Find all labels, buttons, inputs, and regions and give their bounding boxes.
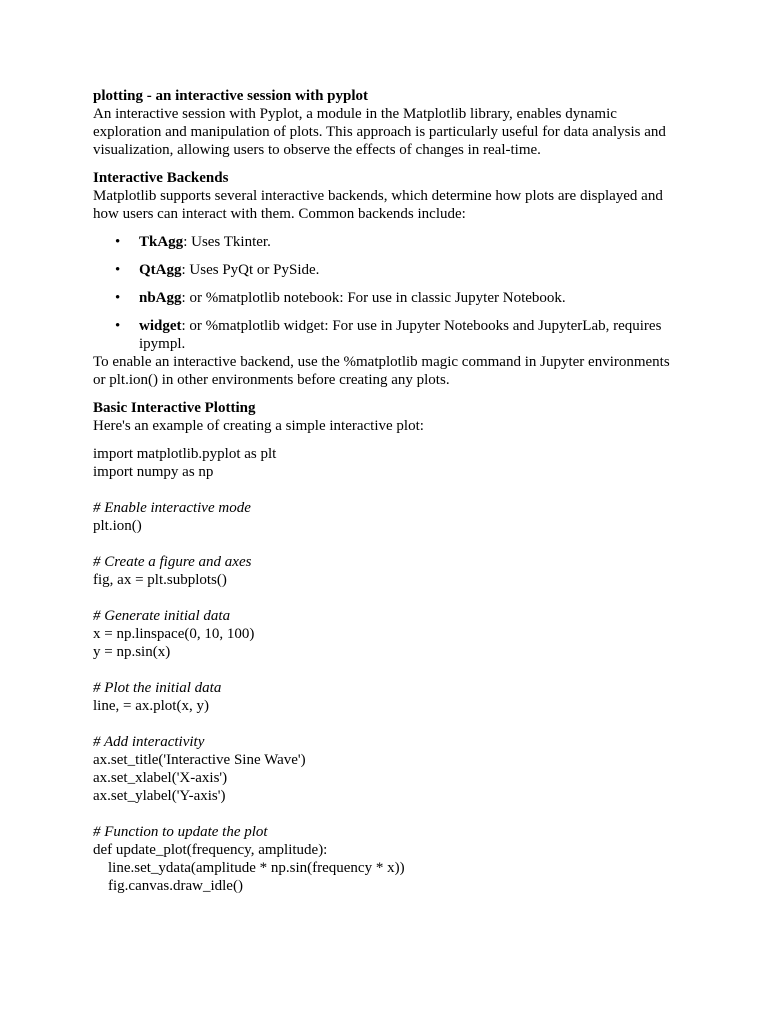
list-item [93, 261, 673, 279]
bullet-icon: • [115, 234, 121, 250]
code-line: def update_plot(frequency, amplitude): [93, 842, 328, 858]
backend-name: nbAgg [139, 290, 182, 306]
backend-description: : or %matplotlib widget: For use in Jupyter Notebooks and JupyterLab, requires ipympl. [139, 318, 662, 352]
backend-description: : Uses PyQt or PySide. [181, 262, 320, 278]
list-item [93, 289, 673, 307]
code-comment: # Enable interactive mode [93, 500, 251, 516]
backends-list [93, 233, 673, 353]
code-blank-line [93, 715, 673, 733]
section-heading-backends: Interactive Backends [93, 170, 229, 186]
code-blank-line [93, 535, 673, 553]
code-line: line.set_ydata(amplitude * np.sin(frequency * x)) [108, 860, 405, 876]
code-line: import matplotlib.pyplot as plt [93, 446, 277, 462]
code-comment: # Add interactivity [93, 734, 205, 750]
code-blank-line [93, 805, 673, 823]
code-comment: # Create a figure and axes [93, 554, 252, 570]
code-line: ax.set_title('Interactive Sine Wave') [93, 752, 306, 768]
example-intro-paragraph: Here's an example of creating a simple interactive plot: [93, 418, 424, 434]
code-blank-line [93, 661, 673, 679]
backend-name: widget [139, 318, 182, 334]
intro-paragraph: An interactive session with Pyplot, a module in the Matplotlib library, enables dynamic exploration and manipulation of plots. This approach is particularly useful for data analysis and visualization, allowing users to observe the effects of changes in real-time. [93, 106, 666, 158]
bullet-icon: • [115, 318, 121, 334]
section-heading-basic-plotting: Basic Interactive Plotting [93, 400, 256, 416]
code-line: plt.ion() [93, 518, 142, 534]
document-page [93, 87, 673, 895]
code-line: line, = ax.plot(x, y) [93, 698, 209, 714]
code-blank-line [93, 481, 673, 499]
code-line: ax.set_xlabel('X-axis') [93, 770, 228, 786]
code-line: import numpy as np [93, 464, 214, 480]
code-line: fig, ax = plt.subplots() [93, 572, 227, 588]
enable-backend-paragraph: To enable an interactive backend, use the %matplotlib magic command in Jupyter environments or plt.ion() in other environments before creating any plots. [93, 354, 670, 388]
code-block [93, 445, 673, 895]
backend-description: : or %matplotlib notebook: For use in classic Jupyter Notebook. [181, 290, 566, 306]
backend-name: QtAgg [139, 262, 182, 278]
code-comment: # Function to update the plot [93, 824, 268, 840]
code-line: y = np.sin(x) [93, 644, 171, 660]
list-item [93, 233, 673, 251]
backend-description: : Uses Tkinter. [183, 234, 271, 250]
code-comment: # Plot the initial data [93, 680, 222, 696]
bullet-icon: • [115, 290, 121, 306]
code-line: ax.set_ylabel('Y-axis') [93, 788, 226, 804]
backends-paragraph: Matplotlib supports several interactive backends, which determine how plots are displayed and how users can interact with them. Common backends include: [93, 188, 663, 222]
code-line: x = np.linspace(0, 10, 100) [93, 626, 255, 642]
list-item [93, 317, 673, 353]
bullet-icon: • [115, 262, 121, 278]
document-title: plotting - an interactive session with pyplot [93, 88, 369, 104]
backend-name: TkAgg [139, 234, 184, 250]
code-comment: # Generate initial data [93, 608, 231, 624]
code-line: fig.canvas.draw_idle() [108, 878, 243, 894]
code-blank-line [93, 589, 673, 607]
